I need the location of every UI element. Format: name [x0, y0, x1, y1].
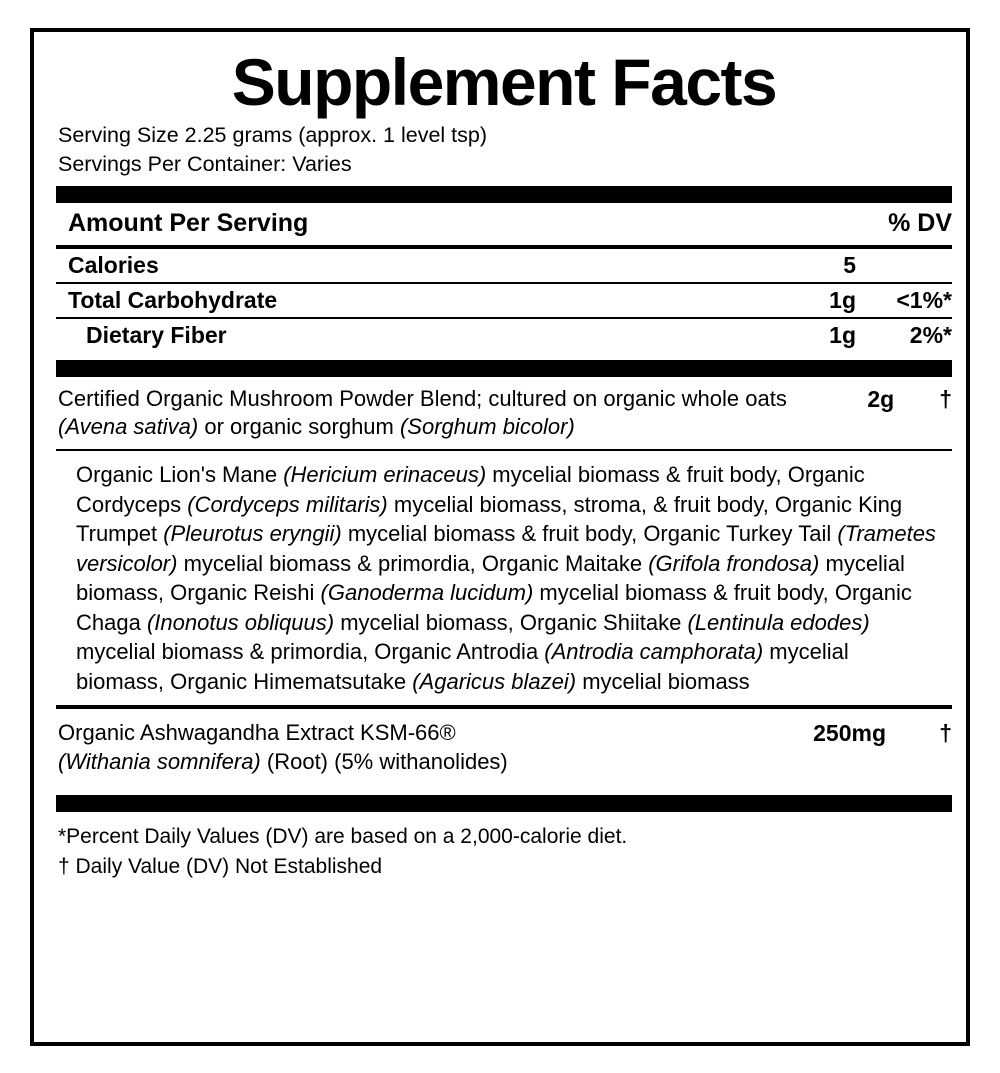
blend-name: Certified Organic Mushroom Powder Blend; cultured on organic whole oats (Avena sativa) or organic sorghum (Sorghum bicolor)	[58, 386, 787, 440]
blend-ingredients: Organic Lion's Mane (Hericium erinaceus) mycelial biomass & fruit body, Organic Cordyceps (Cordyceps militaris) mycelial biomass, stroma, & fruit body, Organic King Trumpet (Pleurotus eryngii) mycelial biomass & fruit body, Organic Turkey Tail (Trametes versicolor) mycelial biomass & primordia, Organic Maitake (Grifola frondosa) mycelial biomass, Organic Reishi (Ganoderma lucidum) mycelial biomass & fruit body, Organic Chaga (Inonotus obliquus) mycelial biomass, Organic Shiitake (Lentinula edodes) mycelial biomass & primordia, Organic Antrodia (Antrodia camphorata) mycelial biomass, Organic Himematsutake (Agaricus blazei) mycelial biomass	[76, 462, 936, 694]
ashwagandha-row	[56, 709, 952, 785]
nutrient-row-total-carbohydrate	[56, 284, 952, 317]
nutrient-amount: 1g	[829, 322, 856, 349]
nutrient-dv: <1%*	[896, 287, 952, 314]
nutrient-row-dietary-fiber	[56, 319, 952, 352]
nutrient-name: Total Carbohydrate	[68, 287, 278, 314]
ashwagandha-name: Organic Ashwagandha Extract KSM-66®	[58, 720, 456, 746]
divider-thick-top	[56, 186, 952, 203]
dv-header-label: % DV	[888, 209, 952, 238]
nutrient-amount: 5	[843, 252, 856, 279]
ashwagandha-detail: (Withania somnifera) (Root) (5% withanolides)	[58, 749, 508, 775]
ashwagandha-dv: †	[939, 720, 952, 747]
amount-per-serving-header	[56, 203, 952, 245]
nutrient-name: Calories	[68, 252, 159, 279]
ashwagandha-text	[56, 718, 736, 776]
supplement-facts-panel	[30, 28, 970, 1046]
footnote-percent-dv: *Percent Daily Values (DV) are based on a 2,000-calorie diet.	[58, 825, 628, 849]
supplement-facts-content	[56, 42, 952, 882]
serving-size: Serving Size 2.25 grams (approx. 1 level tsp)	[58, 123, 488, 148]
blend-dv: †	[939, 386, 952, 413]
nutrient-name: Dietary Fiber	[86, 322, 227, 349]
footnotes	[56, 812, 952, 882]
divider-thick-mid	[56, 360, 952, 377]
nutrient-row-calories	[56, 249, 952, 282]
divider-thick-bottom	[56, 795, 952, 812]
blend-row	[56, 377, 952, 449]
footnote-dagger: † Daily Value (DV) Not Established	[58, 854, 383, 878]
serving-info	[56, 121, 952, 178]
page-title: Supplement Facts	[231, 45, 777, 119]
nutrient-dv: 2%*	[909, 322, 952, 349]
servings-per-container: Servings Per Container: Varies	[58, 151, 352, 176]
blend-amount: 2g	[867, 386, 895, 413]
amount-per-serving-label: Amount Per Serving	[68, 209, 309, 238]
ashwagandha-amount: 250mg	[813, 720, 886, 747]
nutrient-amount: 1g	[829, 287, 856, 314]
